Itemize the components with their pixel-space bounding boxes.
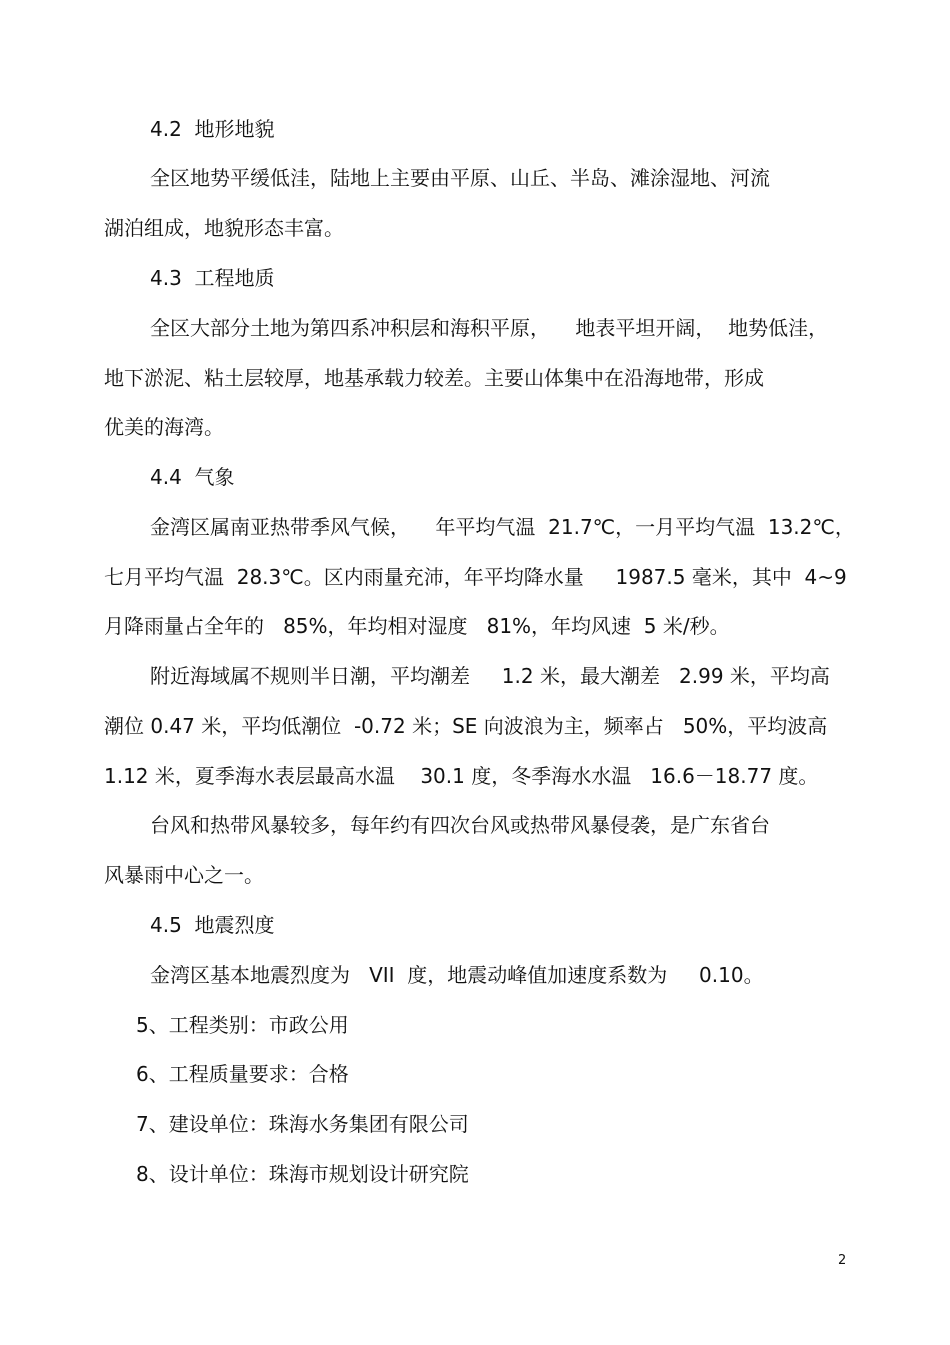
section-heading-4-4: 4.4 气象 — [150, 465, 235, 489]
list-item: 5、工程类别：市政公用 — [136, 1013, 349, 1037]
paragraph-line: 金湾区属南亚热带季风气候， 年平均气温 21.7℃，一月平均气温 13.2℃， — [150, 515, 855, 539]
paragraph-line: 月降雨量占全年的 85%，年均相对湿度 81%，年均风速 5 米/秒。 — [104, 614, 730, 638]
list-item: 7、建设单位：珠海水务集团有限公司 — [136, 1112, 469, 1136]
section-heading-4-5: 4.5 地震烈度 — [150, 913, 275, 937]
paragraph-line: 湖泊组成，地貌形态丰富。 — [104, 216, 344, 240]
paragraph-line: 台风和热带风暴较多，每年约有四次台风或热带风暴侵袭，是广东省台 — [150, 813, 770, 837]
list-item: 8、设计单位：珠海市规划设计研究院 — [136, 1162, 469, 1186]
paragraph-line: 附近海域属不规则半日潮，平均潮差 1.2 米，最大潮差 2.99 米，平均高 — [150, 664, 830, 688]
section-heading-4-2: 4.2 地形地貌 — [150, 117, 275, 141]
page-number: 2 — [838, 1253, 847, 1268]
paragraph-line: 优美的海湾。 — [104, 415, 224, 439]
list-item: 6、工程质量要求：合格 — [136, 1062, 349, 1086]
paragraph-line: 金湾区基本地震烈度为 VII 度，地震动峰值加速度系数为 0.10。 — [150, 963, 764, 987]
paragraph-line: 全区大部分土地为第四系冲积层和海积平原， 地表平坦开阔， 地势低洼， — [150, 316, 829, 340]
paragraph-line: 全区地势平缓低洼，陆地上主要由平原、山丘、半岛、滩涂湿地、河流 — [150, 166, 770, 190]
paragraph-line: 地下淤泥、粘土层较厚，地基承载力较差。主要山体集中在沿海地带，形成 — [104, 366, 764, 390]
paragraph-line: 七月平均气温 28.3℃。区内雨量充沛，年平均降水量 1987.5 毫米，其中 4~9 — [104, 565, 847, 589]
paragraph-line: 潮位 0.47 米，平均低潮位 -0.72 米；SE 向波浪为主，频率占 50%，平均波高 — [104, 714, 828, 738]
section-heading-4-3: 4.3 工程地质 — [150, 266, 275, 290]
paragraph-line: 1.12 米，夏季海水表层最高水温 30.1 度，冬季海水水温 16.6－18.77 度。 — [104, 764, 819, 788]
paragraph-line: 风暴雨中心之一。 — [104, 863, 264, 887]
